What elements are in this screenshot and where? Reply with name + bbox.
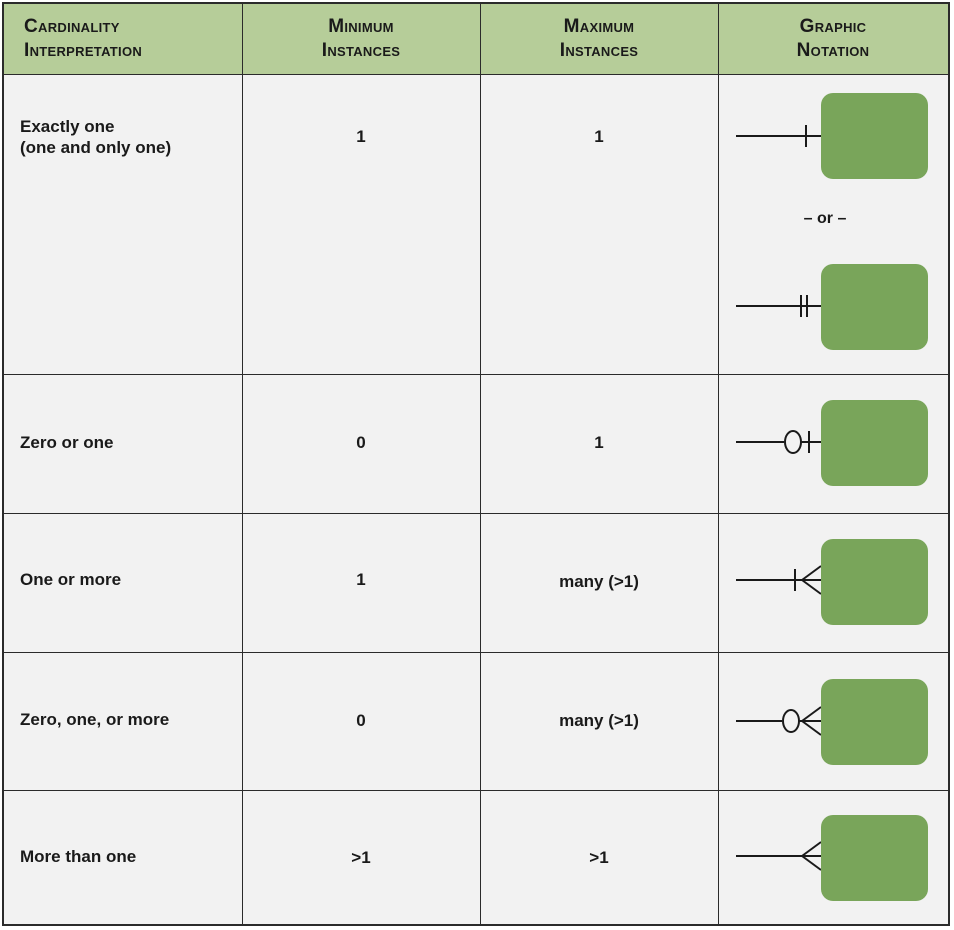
header-maximum-line1: Maximum bbox=[563, 16, 635, 37]
maximum-cell: >1 bbox=[589, 848, 609, 867]
interpretation-cell bbox=[20, 116, 230, 158]
minimum-cell: 1 bbox=[356, 570, 366, 589]
interpretation-cell bbox=[20, 569, 230, 590]
optional-one-icon bbox=[736, 400, 928, 486]
maximum-cell: 1 bbox=[594, 433, 604, 452]
interpretation-cell bbox=[20, 846, 230, 867]
notation-svg bbox=[718, 75, 948, 374]
many-icon bbox=[736, 815, 928, 901]
mandatory-many-icon bbox=[736, 539, 928, 625]
maximum-cell: many (>1) bbox=[559, 711, 639, 730]
header-interpretation-line1: Cardinality bbox=[24, 16, 120, 37]
table-row bbox=[4, 75, 948, 374]
notation-cell bbox=[718, 791, 948, 924]
interpretation-line: Exactly one bbox=[20, 117, 115, 136]
maximum-cell: 1 bbox=[594, 127, 604, 146]
mandatory-one-single-bar-icon bbox=[736, 93, 928, 179]
interpretation-line: Zero, one, or more bbox=[20, 710, 170, 729]
interpretation-line: One or more bbox=[20, 570, 122, 589]
notation-svg bbox=[718, 375, 948, 513]
header-minimum bbox=[242, 4, 480, 74]
header-minimum-line1: Minimum bbox=[328, 16, 394, 37]
table-row bbox=[4, 791, 948, 924]
minimum-cell: 1 bbox=[356, 127, 366, 146]
notation-svg bbox=[718, 653, 948, 790]
interpretation-line: Zero or one bbox=[20, 433, 114, 452]
header-maximum bbox=[480, 4, 718, 74]
header-notation bbox=[718, 4, 948, 74]
notation-svg bbox=[718, 791, 948, 924]
header-row bbox=[4, 4, 948, 75]
header-minimum-line2: Instances bbox=[321, 40, 401, 61]
header-interpretation-line2: Interpretation bbox=[24, 40, 143, 61]
header-notation-line1: Graphic bbox=[799, 16, 867, 37]
table-row bbox=[4, 375, 948, 513]
header-maximum-line2: Instances bbox=[559, 40, 639, 61]
notation-cell bbox=[718, 514, 948, 652]
interpretation-cell bbox=[20, 709, 230, 730]
optional-many-icon bbox=[736, 679, 928, 765]
maximum-cell: many (>1) bbox=[559, 572, 639, 591]
interpretation-cell bbox=[20, 432, 230, 453]
interpretation-line: More than one bbox=[20, 847, 137, 866]
minimum-cell: 0 bbox=[356, 433, 366, 452]
notation-cell bbox=[718, 375, 948, 513]
mandatory-one-double-bar-icon bbox=[736, 264, 928, 350]
notation-svg bbox=[718, 514, 948, 652]
header-interpretation bbox=[4, 4, 242, 74]
table-row bbox=[4, 653, 948, 790]
interpretation-line: (one and only one) bbox=[20, 138, 172, 157]
cardinality-table bbox=[2, 2, 950, 926]
table-row bbox=[4, 514, 948, 652]
notation-cell bbox=[718, 653, 948, 790]
notation-cell bbox=[718, 75, 948, 374]
header-notation-line2: Notation bbox=[796, 40, 870, 61]
minimum-cell: 0 bbox=[356, 711, 366, 730]
or-label: – or – bbox=[803, 210, 847, 227]
minimum-cell: >1 bbox=[351, 848, 371, 867]
